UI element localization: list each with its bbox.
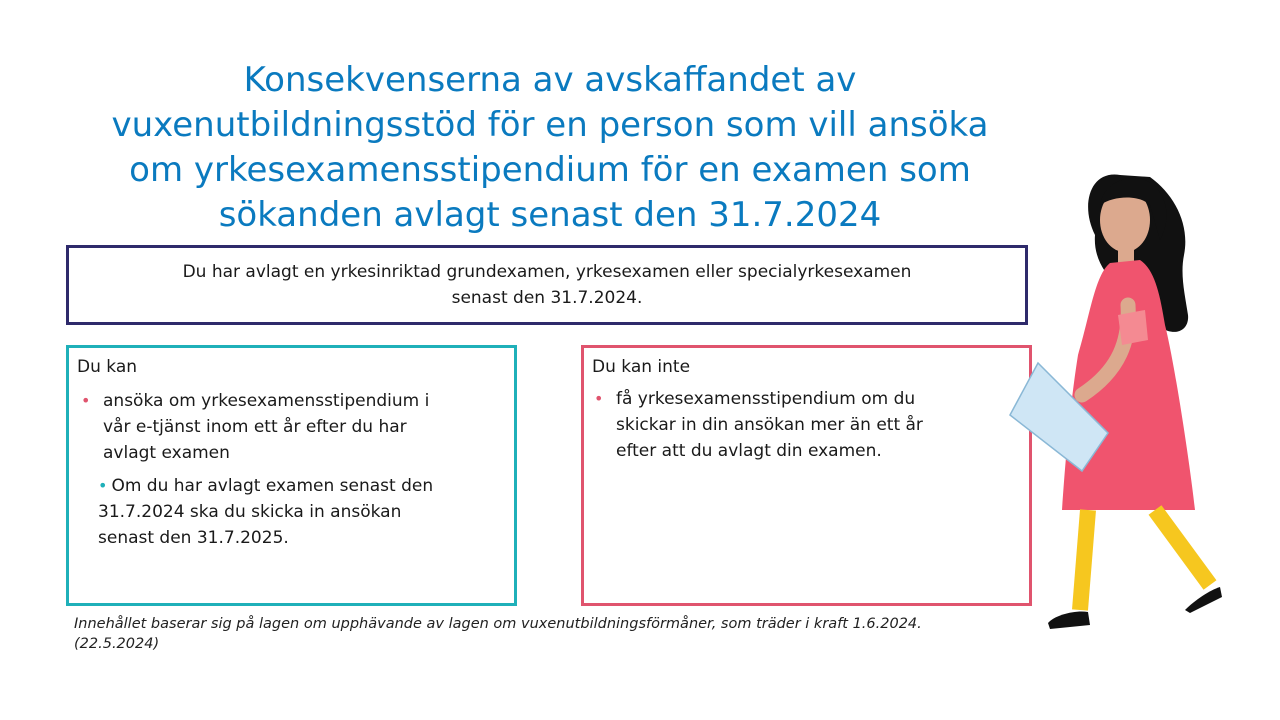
title-line: sökanden avlagt senast den 31.7.2024 [218,195,882,235]
footnote [74,614,1034,654]
title-line: om yrkesexamensstipendium för en examen som [129,150,971,190]
sub-bullet-text-line: senast den 31.7.2025. [98,528,289,548]
bullet-text-line: få yrkesexamensstipendium om du [616,389,916,409]
footnote-line: Innehållet baserar sig på lagen om upphävande av lagen om vuxenutbildningsförmåner, som träder i kraft 1.6.2024. [74,616,922,632]
bullet-text-line: skickar in din ansökan mer än ett år [616,415,923,435]
footnote-line: (22.5.2024) [74,636,160,652]
bullet-text-line: ansöka om yrkesexamensstipendium i [103,391,430,411]
can-sub-bullet [98,473,508,551]
sub-bullet-text-line [98,473,508,499]
title-line: vuxenutbildningsstöd för en person som vill ansöka [111,105,989,145]
bullet-text-line: vår e-tjänst inom ett år efter du har [103,417,407,437]
can-heading: Du kan [77,357,138,377]
title-line: Konsekvenserna av avskaffandet av [243,60,857,100]
sub-bullet-text-line: 31.7.2024 ska du skicka in ansökan [98,502,402,522]
page-title [60,58,1040,238]
can-box [66,345,517,606]
pregnant-woman-walking-with-paper-icon [1000,165,1240,645]
bullet-icon: • [81,391,91,410]
cannot-box [581,345,1032,606]
list-item [75,388,505,466]
cannot-heading: Du kan inte [592,357,691,377]
bullet-text-line: avlagt examen [103,443,230,463]
cannot-bullet-list [588,386,1018,464]
list-item [588,386,1018,464]
sub-bullet-icon: • [98,476,108,495]
bullet-text-line: efter att du avlagt din examen. [616,441,882,461]
sub-bullet-text: Om du har avlagt examen senast den [111,476,434,496]
condition-box [66,245,1028,325]
condition-text-line: Du har avlagt en yrkesinriktad grundexamen, yrkesexamen eller specialyrkesexamen [182,262,912,282]
bullet-icon: • [594,389,604,408]
can-bullet-list [75,388,505,466]
condition-text-line: senast den 31.7.2024. [451,288,643,308]
